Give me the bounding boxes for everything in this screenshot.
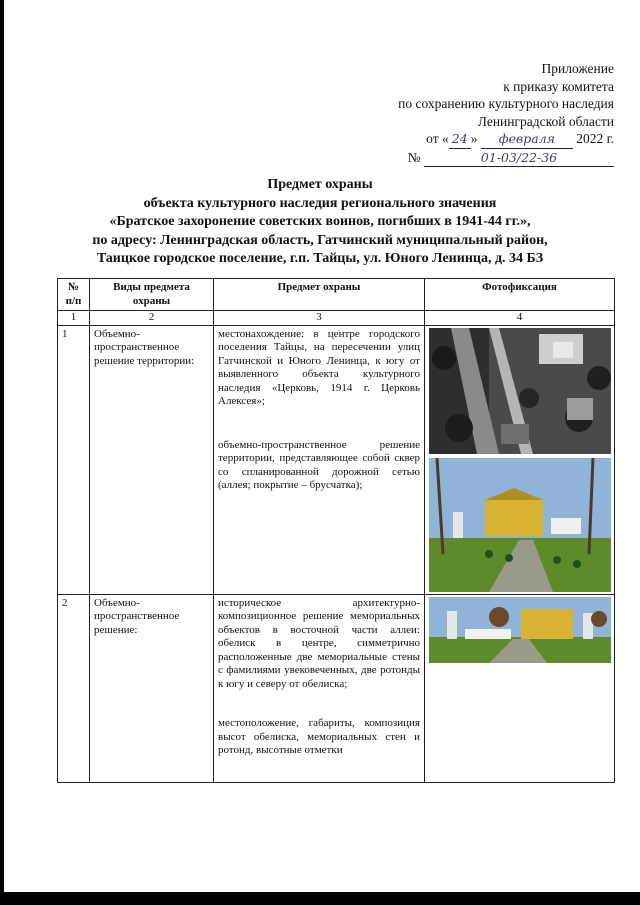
square-photo bbox=[429, 458, 611, 592]
document-title bbox=[0, 176, 640, 269]
header-photo: Фотофиксация bbox=[425, 279, 615, 311]
annex-line: Ленинградской области bbox=[477, 113, 614, 129]
row-photos bbox=[425, 325, 615, 594]
subject-text: историческое архитектурно-композиционное решение мемориальных объектов в восточной части аллеи: обелиск в центре, симметрично расположенные две мемориальные стены с фамилиями увековеченных, две ротонды к югу и северу от обелиска; bbox=[218, 596, 420, 690]
number-prefix: № bbox=[407, 149, 421, 165]
row-type: Объемно-пространственное решение: bbox=[90, 594, 214, 782]
row-num: 1 bbox=[58, 325, 90, 594]
annex-number bbox=[314, 149, 614, 168]
subject-text: местонахождение: в центре городского поселения Тайцы, на пересечении улиц Гатчинской и Юного Ленинца, к югу от выявленного объекта культурного наследия «Церковь, 1914 г. Церковь Алексея»; bbox=[218, 327, 420, 407]
header-subject: Предмет охраны bbox=[214, 279, 425, 311]
annex-line: Приложение bbox=[541, 61, 614, 76]
table-row bbox=[58, 594, 615, 782]
col-number: 4 bbox=[425, 311, 615, 326]
annex-header bbox=[314, 60, 614, 167]
subject-text: местоположение, габариты, композиция высот обелиска, мемориальных стен и ротонд, высотные отметки bbox=[218, 717, 420, 756]
date-year: 2022 г. bbox=[576, 131, 614, 146]
row-photos bbox=[425, 594, 615, 782]
title-line: по адресу: Ленинградская область, Гатчинский муниципальный район, bbox=[92, 232, 548, 248]
scan-edge-bottom bbox=[0, 892, 640, 905]
memorial-photo bbox=[429, 597, 611, 663]
header-num: № п/п bbox=[58, 279, 90, 311]
title-line: «Братское захоронение советских воинов, погибших в 1941-44 гг.», bbox=[109, 214, 531, 229]
row-subject bbox=[214, 325, 425, 594]
subject-text: объемно-пространственное решение территории, представляющее собой сквер со спланированной дорожной сетью (аллея; покрытие – брусчатка); bbox=[218, 438, 420, 491]
title-line: Предмет охраны bbox=[267, 177, 373, 192]
title-line: Таицкое городское поселение, г.п. Тайцы, ул. Юного Ленинца, д. 34 БЗ bbox=[96, 251, 544, 266]
column-number-row bbox=[58, 311, 615, 326]
protection-table bbox=[57, 278, 615, 783]
title-line: объекта культурного наследия регионального значения bbox=[143, 195, 497, 211]
date-day: 24 bbox=[449, 130, 471, 149]
number-value: 01-03/22-36 bbox=[424, 149, 614, 168]
table-header-row bbox=[58, 279, 615, 311]
date-prefix: от « bbox=[426, 131, 449, 146]
annex-line: по сохранению культурного наследия bbox=[398, 96, 614, 111]
table-row bbox=[58, 325, 615, 594]
annex-line: к приказу комитета bbox=[503, 78, 614, 94]
annex-date bbox=[314, 130, 614, 149]
header-type: Виды предмета охраны bbox=[90, 279, 214, 311]
col-number: 1 bbox=[58, 311, 90, 326]
date-month: февраля bbox=[481, 130, 573, 149]
date-mid: » bbox=[470, 131, 478, 146]
col-number: 2 bbox=[90, 311, 214, 326]
scan-edge-left bbox=[0, 0, 4, 905]
aerial-photo bbox=[429, 328, 611, 454]
col-number: 3 bbox=[214, 311, 425, 326]
row-num: 2 bbox=[58, 594, 90, 782]
row-subject bbox=[214, 594, 425, 782]
row-type: Объемно-пространственное решение территории: bbox=[90, 325, 214, 594]
